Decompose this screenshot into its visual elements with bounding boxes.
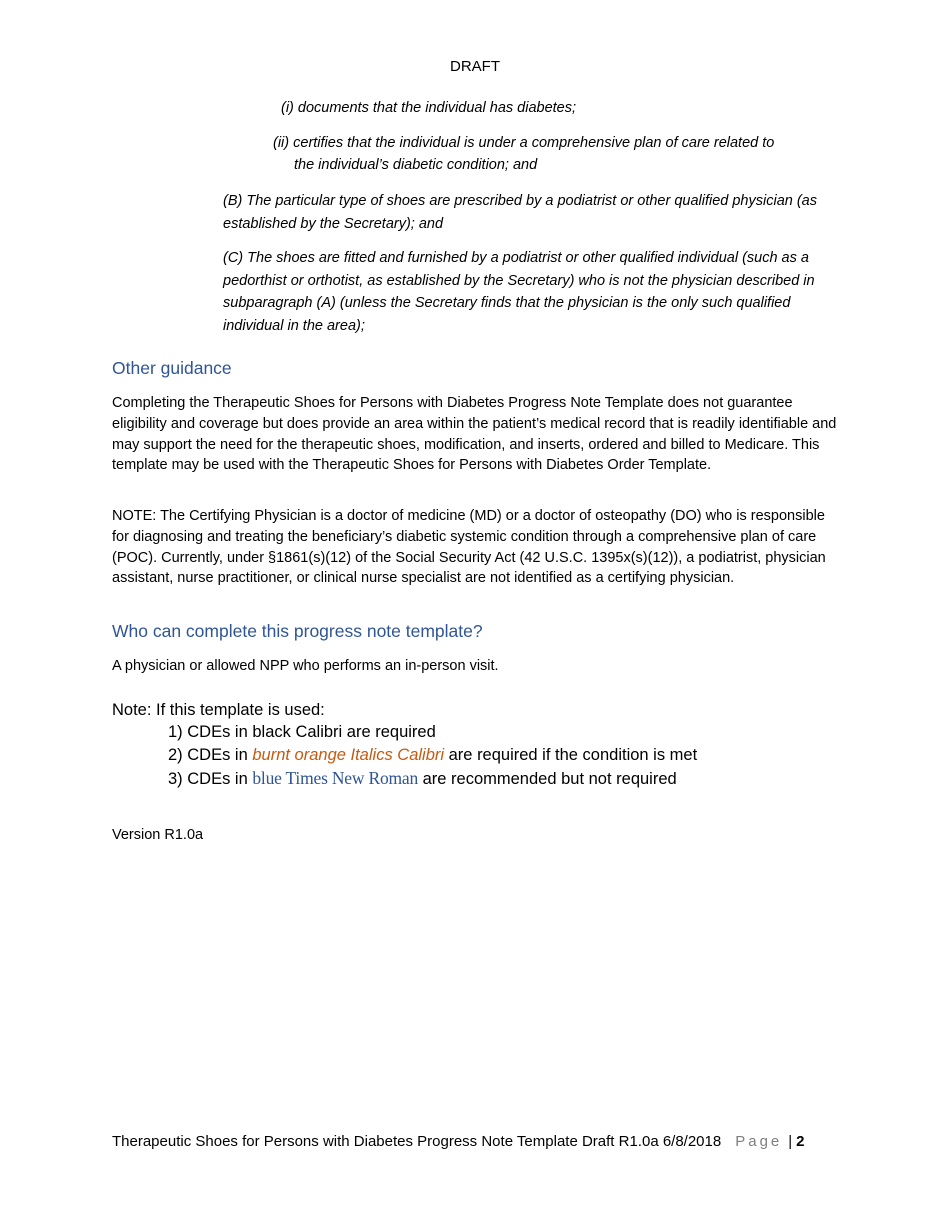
note-item-3-highlight: blue Times New Roman: [252, 768, 419, 788]
note-item-3-suffix: are recommended but not required: [418, 770, 677, 788]
note-item-3: [168, 767, 677, 791]
note-intro: Note: If this template is used:: [112, 701, 325, 719]
heading-who-can-complete: Who can complete this progress note template?: [112, 621, 483, 641]
note-item-2: [168, 744, 697, 767]
criterion-ii-line2: the individual’s diabetic condition; and: [294, 157, 538, 173]
note-item-2-suffix: are required if the condition is met: [444, 746, 698, 764]
criterion-ii-line1: (ii) certifies that the individual is under a comprehensive plan of care related to: [273, 135, 775, 151]
criterion-b: (B) The particular type of shoes are prescribed by a podiatrist or other qualified physician (as established by the Secretary); and: [223, 193, 817, 232]
note-item-2-highlight: burnt orange Italics Calibri: [252, 746, 445, 764]
other-guidance-paragraph: Completing the Therapeutic Shoes for Persons with Diabetes Progress Note Template does not guarantee eligibility and coverage but does provide an area within the patient’s medical record that is readily identifiable and may support the need for the therapeutic shoes, modification, and inserts, ordered and billed to Medicare. This template may be used with the Therapeutic Shoes for Persons with Diabetes Order Template.: [112, 395, 837, 474]
heading-other-guidance: Other guidance: [112, 358, 232, 378]
criterion-i: (i) documents that the individual has diabetes;: [281, 100, 577, 116]
page-footer: [112, 1133, 805, 1150]
footer-page-label: Page: [735, 1133, 783, 1150]
who-can-complete-text: A physician or allowed NPP who performs an in-person visit.: [112, 658, 499, 674]
footer-separator: |: [788, 1133, 793, 1150]
note-item-1: 1) CDEs in black Calibri are required: [168, 723, 436, 741]
version-label: Version R1.0a: [112, 827, 204, 843]
page-header-title: DRAFT: [450, 58, 500, 75]
footer-document-title: Therapeutic Shoes for Persons with Diabetes Progress Note Template Draft R1.0a 6/8/2018: [112, 1133, 722, 1150]
note-item-3-prefix: 3) CDEs in: [168, 770, 253, 788]
note-item-2-prefix: 2) CDEs in: [168, 746, 253, 764]
criterion-c: (C) The shoes are fitted and furnished by a podiatrist or other qualified individual (such as a pedorthist or orthotist, as established by the Secretary) who is not the physician described in subparagraph (A) (unless the Secretary finds that the physician is the only such qualified individual in the area);: [223, 250, 815, 334]
certifying-physician-note: NOTE: The Certifying Physician is a doctor of medicine (MD) or a doctor of osteopathy (DO) who is responsible for diagnosing and treating the beneficiary’s diabetic systemic condition through a comprehensive plan of care (POC). Currently, under §1861(s)(12) of the Social Security Act (42 U.S.C. 1395x(s)(12)), a podiatrist, physician assistant, nurse practitioner, or clinical nurse specialist are not identified as a certifying physician.: [112, 508, 826, 587]
footer-page-number: 2: [796, 1133, 805, 1150]
